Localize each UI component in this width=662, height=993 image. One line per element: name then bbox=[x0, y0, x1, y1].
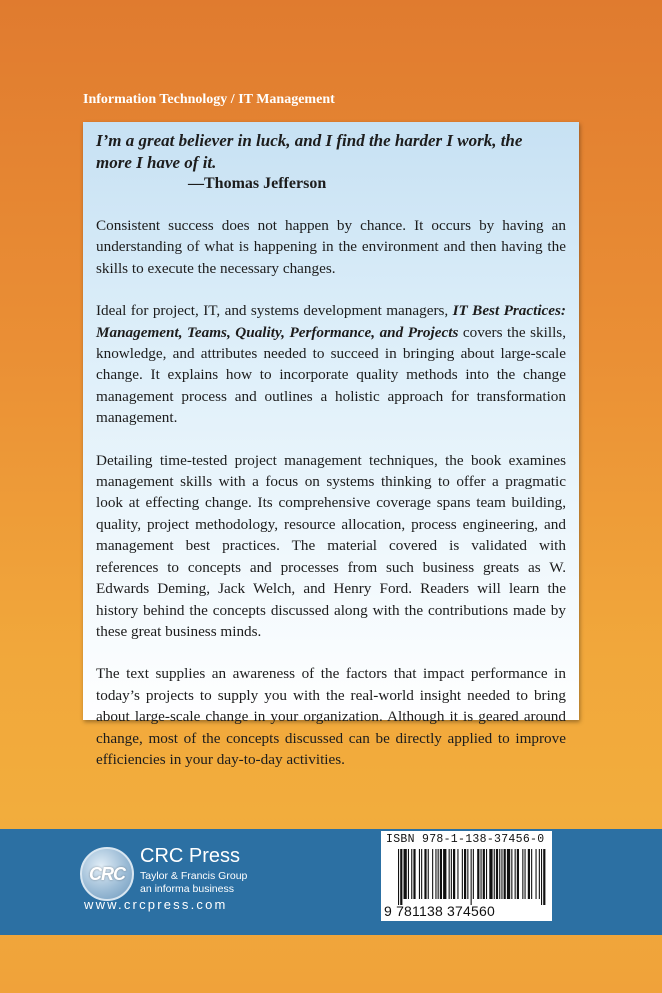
barcode-bar bbox=[477, 849, 479, 899]
barcode-bar bbox=[451, 849, 452, 899]
barcode-bar bbox=[400, 849, 402, 905]
barcode-bar bbox=[528, 849, 530, 899]
paragraph-coverage: Detailing time-tested project management techniques, the book examines management skills with a focus on systems thinking to offer a pragmatic look at effecting change. Its comprehensive coverage spans team building, quality, project methodology, resource allocation, process engineering, and management best practices. The material covered is validated with references to concepts and processes from such business greats as W. Edwards Deming, Jack Welch, and Henry Ford. Readers will learn the history behind the concepts discussed along with the contributions made by these great business minds. bbox=[96, 451, 566, 640]
barcode-bar bbox=[543, 849, 545, 905]
quote-attribution: —Thomas Jefferson bbox=[188, 175, 327, 192]
epigraph-quote bbox=[96, 130, 566, 174]
publisher-group: Taylor & Francis Group bbox=[140, 870, 248, 882]
paragraph-audience-lead: Ideal for project, IT, and systems development managers, bbox=[96, 302, 453, 320]
blurb-panel bbox=[83, 122, 579, 768]
barcode-bar bbox=[440, 849, 442, 899]
barcode-bar bbox=[507, 849, 510, 899]
barcode-bar bbox=[457, 849, 458, 899]
barcode-bar bbox=[408, 849, 409, 899]
quote-line-2: more I have of it. bbox=[96, 153, 217, 172]
barcode-bar bbox=[522, 849, 523, 899]
publisher-name: CRC Press bbox=[140, 845, 241, 867]
paragraph-summary: The text supplies an awareness of the factors that impact performance in today’s projects to supply you with the real-world insight needed to bring about large-scale change in your organization. Although it is geared around change, most of the concepts discussed can be directly applied to improve efficiencies in your day-to-day activities. bbox=[96, 665, 566, 768]
barcode-bar bbox=[517, 849, 519, 899]
barcode-bar bbox=[428, 849, 429, 899]
barcode-bar bbox=[421, 849, 422, 899]
publisher-website[interactable]: www.crcpress.com bbox=[84, 897, 228, 912]
paragraph-audience-rest: covers the skills, knowledge, and attributes needed to succeed in bringing about large-scale change. It explains how to incorporate quality methods into the change management process and outlines a holistic approach for transformation management. bbox=[96, 323, 566, 427]
paragraph-audience bbox=[96, 300, 566, 428]
barcode-bar bbox=[443, 849, 446, 899]
publisher-business: an informa business bbox=[140, 883, 234, 895]
barcode-bar bbox=[449, 849, 450, 899]
barcode-bar bbox=[464, 849, 466, 899]
barcode-bar bbox=[541, 849, 542, 905]
quote-line-1: I’m a great believer in luck, and I find the harder I work, the bbox=[96, 131, 523, 150]
barcode-bar bbox=[471, 849, 472, 905]
barcode-bar bbox=[467, 849, 468, 899]
barcode-bar bbox=[432, 849, 433, 899]
crc-logo bbox=[80, 847, 134, 901]
barcode-bar bbox=[483, 849, 485, 899]
barcode-bar bbox=[486, 849, 487, 899]
barcode-bar bbox=[424, 849, 426, 899]
barcode-bar bbox=[501, 849, 502, 899]
barcode-bar bbox=[525, 849, 526, 899]
barcode-bar bbox=[539, 849, 540, 899]
barcode-bar bbox=[531, 849, 532, 899]
barcode-bar bbox=[398, 849, 399, 905]
barcode-bar bbox=[511, 849, 512, 899]
book-title: IT Best Practices: Management, Teams, Quality, Performance, and Projects bbox=[96, 302, 566, 341]
barcode-bar bbox=[496, 849, 498, 899]
barcode-bar bbox=[494, 849, 495, 899]
barcode-bar bbox=[515, 849, 516, 899]
barcode-bar bbox=[438, 849, 439, 899]
category-label: Information Technology / IT Management bbox=[83, 92, 335, 107]
barcode-bar bbox=[413, 849, 415, 899]
barcode-bar bbox=[404, 849, 407, 899]
barcode-bar bbox=[419, 849, 420, 899]
barcode-bar bbox=[453, 849, 455, 899]
paragraph-intro: Consistent success does not happen by chance. It occurs by having an understanding of what is happening in the environment and then having the skills to execute the necessary changes. bbox=[96, 217, 566, 277]
crc-logo-text: CRC bbox=[89, 864, 125, 884]
barcode-image bbox=[384, 849, 550, 905]
barcode-bar bbox=[473, 849, 474, 899]
barcode-bar bbox=[435, 849, 436, 899]
barcode-bar bbox=[462, 849, 463, 899]
barcode-bar bbox=[481, 849, 482, 899]
barcode-digits: 9 781138 374560 bbox=[384, 903, 495, 919]
barcode-bar bbox=[504, 849, 506, 899]
barcode-bar bbox=[489, 849, 492, 899]
barcode-bar bbox=[411, 849, 412, 899]
barcode-bar bbox=[536, 849, 537, 899]
barcode-bar bbox=[499, 849, 500, 899]
isbn-label: ISBN 978-1-138-37456-0 bbox=[386, 833, 545, 846]
